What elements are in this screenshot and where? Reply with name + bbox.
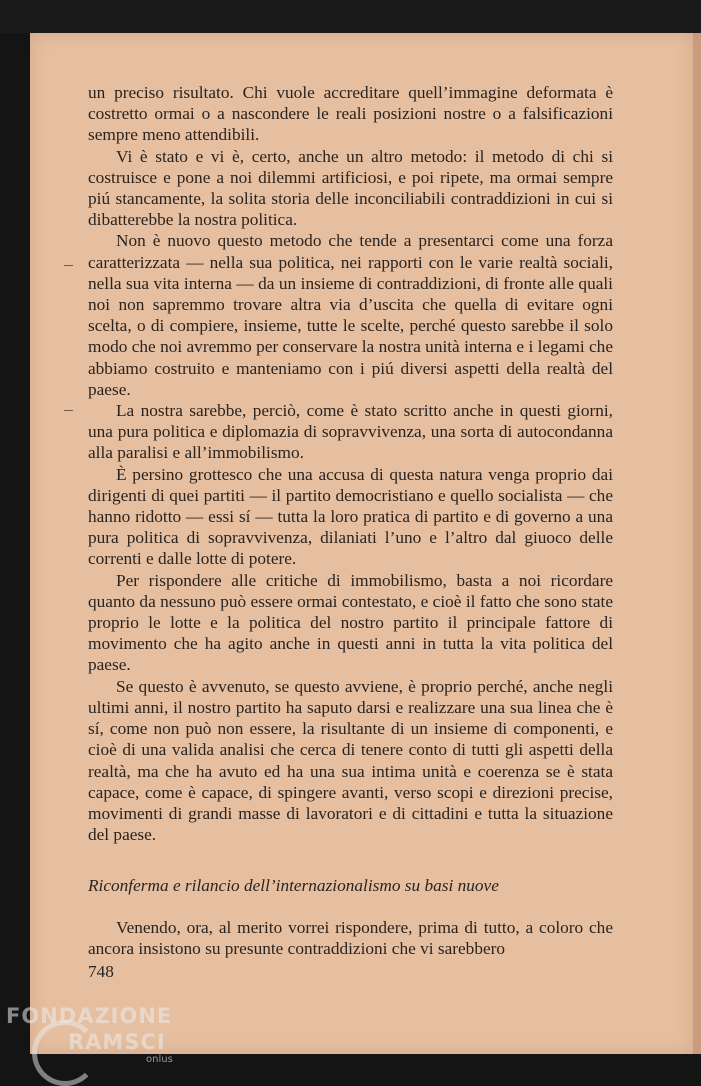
margin-mark <box>64 265 73 266</box>
paragraph: È persino grottesco che una accusa di questa natura venga proprio dai dirigenti di quei partiti — il partito democristiano e quello socialista — che hanno ridotto — essi sí — tutta la loro pratica di partito e di governo a una pura politica di sopravvivenza, dilaniati l’uno e l’altro dal giuoco delle correnti e dalle lotte di potere. <box>88 464 613 569</box>
watermark-logo <box>2 1000 202 1080</box>
watermark-line2: RAMSCI <box>68 1030 166 1054</box>
body-text <box>88 82 613 959</box>
page-edge <box>693 33 701 1054</box>
section-heading: Riconferma e rilancio dell’internazionalismo su basi nuove <box>88 876 499 896</box>
paragraph: Non è nuovo questo metodo che tende a presentarci come una forza caratterizzata — nella sua politica, nei rapporti con le varie realtà sociali, nella sua vita interna — da un insieme di contraddizioni, di fronte alle quali noi non sapremmo trovare altra via d’uscita che quella di evitare ogni scelta, o di compiere, insieme, tutte le scelte, perché questo sarebbe il solo modo che noi avremmo per conservare la nostra unità interna e i legami che abbiamo costruito e manteniamo con i piú diversi aspetti della realtà del paese. <box>88 231 613 399</box>
paragraph: un preciso risultato. Chi vuole accreditare quell’immagine deformata è costretto ormai o a nascondere le reali posizioni nostre o a falsificazioni sempre meno attendibili. <box>88 83 613 145</box>
paragraph: Vi è stato e vi è, certo, anche un altro metodo: il metodo di chi si costruisce e pone a noi dilemmi artificiosi, e poi ripete, ma ormai sempre piú stancamente, la solita storia delle inconciliabili contraddizioni in cui si dibatterebbe la nostra politica. <box>88 146 613 230</box>
watermark-suffix: onlus <box>146 1054 173 1065</box>
paragraph: La nostra sarebbe, perciò, come è stato scritto anche in questi giorni, una pura politica e diplomazia di sopravvivenza, una sorta di autocondanna alla paralisi e all’immobilismo. <box>88 401 613 463</box>
paragraph: Venendo, ora, al merito vorrei rispondere, prima di tutto, a coloro che ancora insistono su presunte contraddizioni che vi sarebbero <box>88 917 613 958</box>
paragraph: Se questo è avvenuto, se questo avviene, è proprio perché, anche negli ultimi anni, il nostro partito ha saputo darsi e realizzare una sua linea che è sí, come non può non essere, la risultante di un insieme di componenti, e cioè di una valida analisi che cerca di tenere conto di tutti gli aspetti della realtà, ma che ha avuto ed ha una sua intima unità e coerenza se è stata capace, come è capace, di spingere avanti, verso scopi e direzioni precise, movimenti di grandi masse di lavoratori e di cittadini e tutta la situazione del paese. <box>88 676 613 845</box>
watermark-line1: FONDAZIONE <box>6 1004 173 1028</box>
margin-mark <box>64 410 73 411</box>
paragraph: Per rispondere alle critiche di immobilismo, basta a noi ricordare quanto da nessuno può essere ormai contestato, e cioè il fatto che sono state proprio le lotte e la politica del nostro partito il principale fattore di movimento che ha agito anche in questi anni in tutta la vita politica del paese. <box>88 570 613 675</box>
page-number: 748 <box>88 962 114 981</box>
scan-top-border <box>0 0 701 33</box>
